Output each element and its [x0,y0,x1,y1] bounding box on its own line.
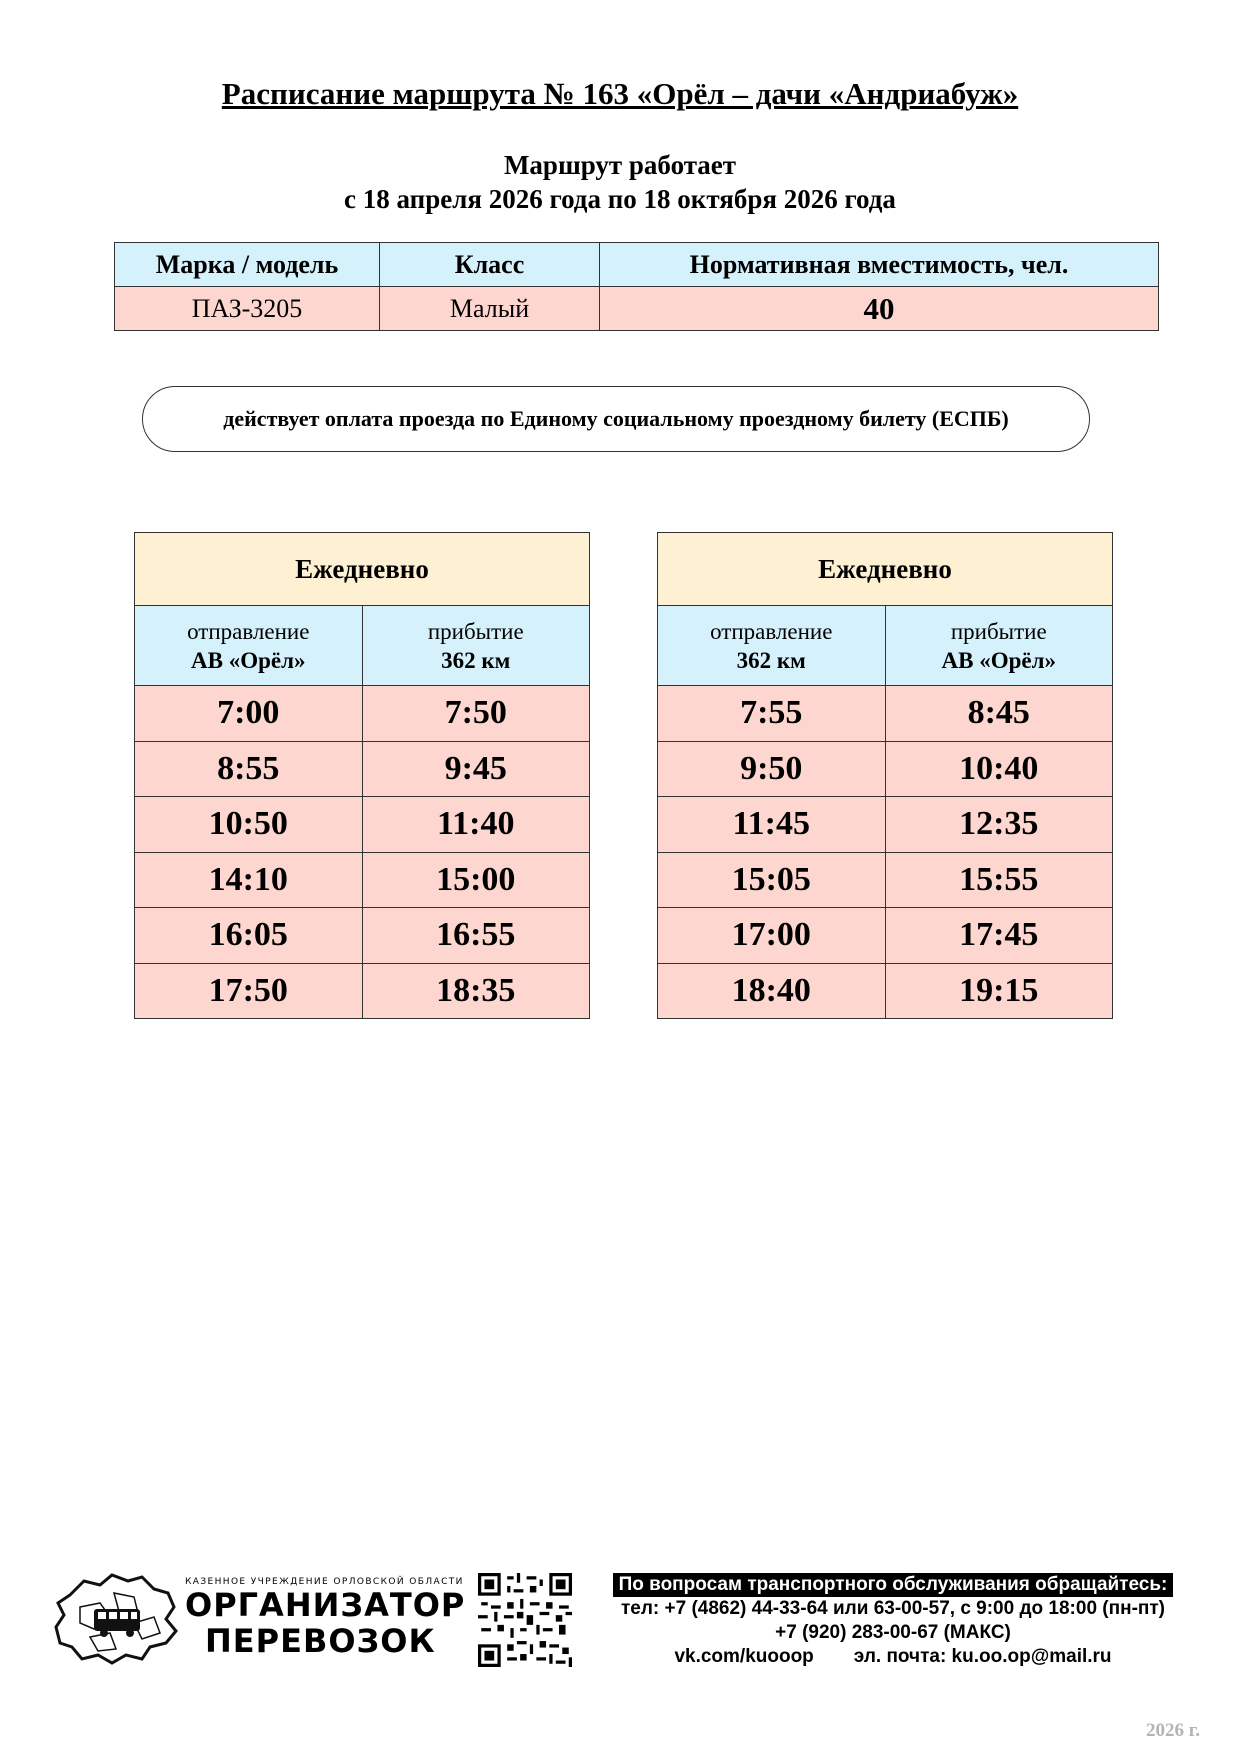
arrival-time: 10:40 [885,741,1113,797]
departure-time: 17:00 [658,908,886,964]
table-row [135,741,590,797]
arrival-time: 19:15 [885,963,1113,1019]
period [0,148,1240,216]
table-row [658,797,1113,853]
table-row [658,686,1113,742]
page-title: Расписание маршрута № 163 «Орёл – дачи «Андриабуж» [221,76,1019,111]
table-row [135,686,590,742]
departure-time: 14:10 [135,852,363,908]
vk-link[interactable]: vk.com/kuooop [674,1646,814,1667]
email-link[interactable]: эл. почта: ku.oo.op@mail.ru [853,1646,1112,1667]
table-row [658,741,1113,797]
arrival-time: 8:45 [885,686,1113,742]
table-row [135,797,590,853]
table-row [658,908,1113,964]
arrival-header [885,606,1113,686]
bus-capacity: 40 [600,287,1159,331]
period-line2: с 18 апреля 2026 года по 18 октября 2026 года [344,184,896,214]
departure-place: 362 км [736,647,806,673]
logo-line2: ПЕРЕВОЗОК [205,1622,436,1660]
departure-time: 17:50 [135,963,363,1019]
table-row [135,963,590,1019]
departure-time: 15:05 [658,852,886,908]
arrival-time: 9:45 [362,741,590,797]
bus-model: ПАЗ-3205 [115,287,380,331]
bus-header-capacity: Нормативная вместимость, чел. [600,243,1159,287]
departure-place: АВ «Орёл» [191,647,306,673]
departure-time: 16:05 [135,908,363,964]
schedule-day: Ежедневно [658,533,1113,606]
departure-time: 8:55 [135,741,363,797]
table-row [135,852,590,908]
bus-class: Малый [380,287,600,331]
footer [0,1565,1240,1685]
organization-logo [185,1577,466,1660]
arrival-time: 16:55 [362,908,590,964]
arrival-label: прибытие [427,618,524,644]
arrival-time: 15:00 [362,852,590,908]
period-line1: Маршрут работает [503,150,737,180]
espb-notice: действует оплата проезда по Единому социальному проездному билету (ЕСПБ) [142,386,1090,452]
departure-header [658,606,886,686]
contacts-online [588,1645,1198,1669]
arrival-time: 17:45 [885,908,1113,964]
contacts-heading: По вопросам транспортного обслуживания обращайтесь: [613,1573,1174,1597]
arrival-time: 11:40 [362,797,590,853]
logo-line1: ОРГАНИЗАТОР [185,1586,466,1624]
departure-time: 18:40 [658,963,886,1019]
schedule-table-outbound [134,532,590,1019]
arrival-place: 362 км [441,647,511,673]
arrival-time: 12:35 [885,797,1113,853]
departure-time: 7:00 [135,686,363,742]
departure-time: 11:45 [658,797,886,853]
table-row [135,908,590,964]
arrival-label: прибытие [950,618,1047,644]
departure-label: отправление [187,618,310,644]
bus-header-model: Марка / модель [115,243,380,287]
arrival-place: АВ «Орёл» [941,647,1056,673]
departure-label: отправление [710,618,833,644]
region-map-logo-icon [50,1567,182,1667]
schedule-day: Ежедневно [135,533,590,606]
contacts [588,1573,1198,1669]
contacts-phone2: +7 (920) 283-00-67 (МАКС) [775,1622,1011,1643]
departure-header [135,606,363,686]
arrival-time: 18:35 [362,963,590,1019]
schedule-table-return [657,532,1113,1019]
qr-code-icon [478,1573,572,1667]
departure-time: 7:55 [658,686,886,742]
arrival-header [362,606,590,686]
document-year: 2026 г. [1146,1720,1200,1741]
contacts-phone1: тел: +7 (4862) 44-33-64 или 63-00-57, с 9:00 до 18:00 (пн-пт) [620,1598,1166,1619]
arrival-time: 15:55 [885,852,1113,908]
bus-info-table [114,242,1159,331]
bus-header-class: Класс [380,243,600,287]
table-row [658,963,1113,1019]
table-row [658,852,1113,908]
arrival-time: 7:50 [362,686,590,742]
logo-subtitle: КАЗЕННОЕ УЧРЕЖДЕНИЕ ОРЛОВСКОЙ ОБЛАСТИ [185,1577,464,1587]
departure-time: 10:50 [135,797,363,853]
departure-time: 9:50 [658,741,886,797]
